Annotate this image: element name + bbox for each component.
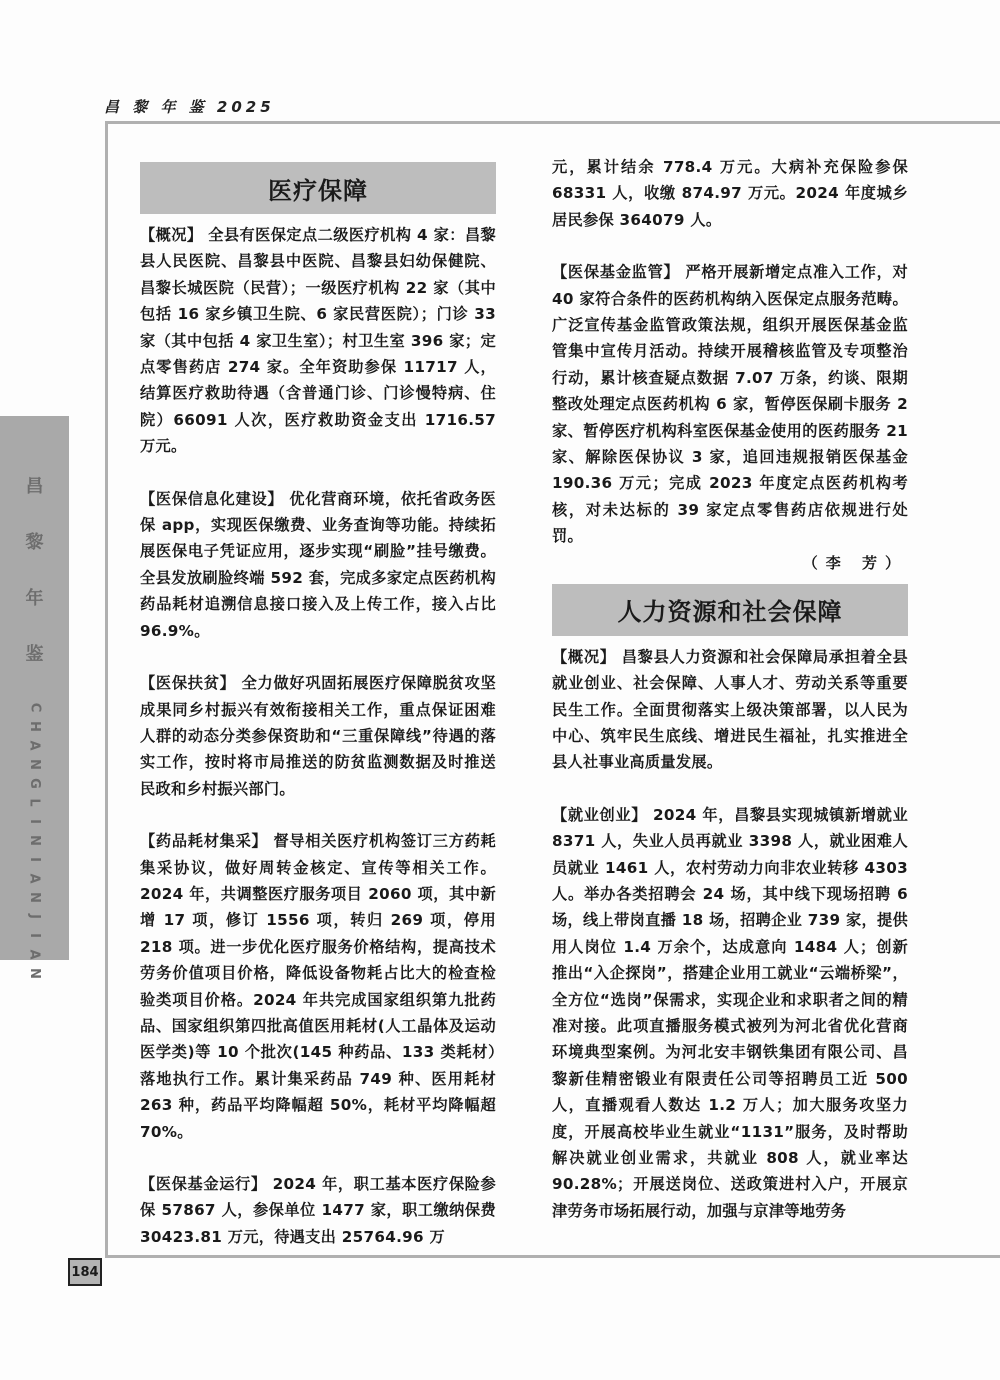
paragraph-tag: 【医保扶贫】 bbox=[140, 674, 236, 693]
paragraph-text: 优化营商环境，依托省政务医保 app，实现医保缴费、业务查询等功能。持续拓展医保电子凭证应用，逐步实现“刷脸”挂号缴费。全县发放刷脸终端 592 套，完成多家定点医药机构药品耗材追溯信息接口接入及上传工作，接入占比 96.9%。 bbox=[140, 489, 496, 640]
section-title-hr-social-security: 人力资源和社会保障 bbox=[552, 584, 908, 636]
left-column bbox=[140, 162, 496, 1250]
paragraph-tag: 【就业创业】 bbox=[552, 805, 648, 824]
pinyin-char: N bbox=[26, 892, 42, 903]
paragraph-informatization bbox=[140, 486, 496, 644]
side-tab-char: 鉴 bbox=[25, 644, 44, 665]
pinyin-char: L bbox=[26, 798, 42, 807]
pinyin-char: I bbox=[26, 933, 42, 938]
side-tab-char: 年 bbox=[25, 588, 44, 609]
pinyin-char: A bbox=[26, 949, 42, 960]
page-number: 184 bbox=[68, 1258, 102, 1286]
pinyin-char: G bbox=[26, 778, 42, 789]
paragraph-tag: 【医保基金监管】 bbox=[552, 263, 680, 282]
side-tab-char: 黎 bbox=[25, 532, 44, 553]
paragraph-overview bbox=[140, 222, 496, 460]
frame-top-rule bbox=[105, 121, 1000, 124]
frame-bottom-rule bbox=[105, 1255, 1000, 1258]
paragraph-fund-supervision bbox=[552, 259, 908, 549]
pinyin-char: I bbox=[26, 819, 42, 824]
paragraph-text: 2024 年，职工基本医疗保险参保 57867 人，参保单位 1477 家，职工缴纳保费 30423.81 万元，待遇支出 25764.96 万 bbox=[140, 1175, 496, 1246]
side-tab-char: 昌 bbox=[25, 476, 44, 497]
paragraph-text: 全县有医保定点二级医疗机构 4 家：昌黎县人民医院、昌黎县中医院、昌黎县妇幼保健院、昌黎长城医院（民营）；一级医疗机构 22 家（其中包括 16 家乡镇卫生院、6 家民营医院）；门诊 33 家（其中包括 4 家卫生室）；村卫生室 396 家；定点零售药店 274 家。全年资助参保 11717 人，结算医疗救助待遇（含普通门诊、门诊慢特病、住院）66091 人次，医疗救助资金支出 1716.57 万元。 bbox=[140, 226, 496, 456]
paragraph-fund-operation bbox=[140, 1171, 496, 1250]
paragraph-poverty-relief bbox=[140, 670, 496, 802]
pinyin-char: A bbox=[26, 873, 42, 884]
paragraph-text: 全力做好巩固拓展医疗保障脱贫攻坚成果同乡村振兴有效衔接相关工作，重点保证困难人群的动态分类参保资助和“三重保障线”待遇的落实工作，按时将市局推送的防贫监测数据及时推送民政和乡村振兴部门。 bbox=[140, 674, 496, 798]
paragraph-tag: 【药品耗材集采】 bbox=[140, 832, 268, 851]
paragraph-text: 2024 年，昌黎县实现城镇新增就业 8371 人，失业人员再就业 3398 人，就业困难人员就业 1461 人，农村劳动力向非农业转移 4303 人。举办各类招聘会 24 场，其中线下现场招聘 6 场，线上带岗直播 18 场，招聘企业 739 家，提供用人岗位 1.4 万余个，达成意向 1484 人；创新推出“入企探岗”，搭建企业用工就业“云端桥梁”，全方位“选岗”保需求，实现企业和求职者之间的精准对接。此项直播服务模式被列为河北省优化营商环境典型案例。为河北安丰钢铁集团有限公司、昌黎新佳精密锻业有限责任公司等招聘员工近 500 人，直播观看人数达 1.2 万人；加大服务攻坚力度，开展高校毕业生就业“1131”服务，及时帮助解决就业创业需求，共就业 808 人，就业率达 90.28%；开展送岗位、送政策进村入户，开展京津劳务市场拓展行动，加强与京津等地劳务 bbox=[552, 805, 908, 1220]
side-tab bbox=[0, 416, 69, 979]
pinyin-char: A bbox=[26, 740, 42, 751]
paragraph-tag: 【概况】 bbox=[552, 647, 616, 666]
pinyin-char: N bbox=[26, 968, 42, 979]
paragraph-continuation: 元，累计结余 778.4 万元。大病补充保险参保 68331 人，收缴 874.97 万元。2024 年度城乡居民参保 364079 人。 bbox=[552, 158, 908, 229]
side-tab-pinyin bbox=[26, 698, 42, 983]
section-title-medical-security: 医疗保障 bbox=[140, 162, 496, 214]
paragraph-tag: 【医保基金运行】 bbox=[140, 1175, 267, 1193]
pinyin-char: N bbox=[26, 759, 42, 770]
pinyin-char: H bbox=[26, 721, 42, 732]
pinyin-char: N bbox=[26, 835, 42, 846]
paragraph-tag: 【概况】 bbox=[140, 226, 203, 244]
author-credit: （李 芳） bbox=[802, 553, 908, 572]
paragraph-text: 严格开展新增定点准入工作，对 40 家符合条件的医药机构纳入医保定点服务范畴。广泛宣传基金监管政策法规，组织开展医保基金监管集中宣传月活动。持续开展稽核监管及专项整治行动，累计核查疑点数据 7.07 万条，约谈、限期整改处理定点医药机构 6 家，暂停医保刷卡服务 2 家、暂停医疗机构科室医保基金使用的医药服务 21 家、解除医保协议 3 家，追回违规报销医保基金 190.36 万元；完成 2023 年度定点医药机构考核，对未达标的 39 家定点零售药店依规进行处罚。 bbox=[552, 263, 908, 546]
pinyin-char: C bbox=[26, 702, 42, 713]
paragraph-hr-overview bbox=[552, 644, 908, 776]
paragraph-procurement bbox=[140, 828, 496, 1145]
paragraph-text: 昌黎县人力资源和社会保障局承担着全县就业创业、社会保障、人事人才、劳动关系等重要民生工作。全面贯彻落实上级决策部署，以人民为中心、筑牢民生底线、增进民生福祉，扎实推进全县人社事业高质量发展。 bbox=[552, 647, 908, 772]
paragraph-text: 督导相关医疗机构签订三方药耗集采协议，做好周转金核定、宣传等相关工作。2024 年，共调整医疗服务项目 2060 项，其中新增 17 项，修订 1556 项，转归 269 项，停用 218 项。进一步优化医疗服务价格结构，提高技术劳务价值项目价格，降低设备物耗占比大的检查检验类项目价格。2024 年共完成国家组织第九批药品、国家组织第四批高值医用耗材(人工晶体及运动医学类)等 10 个批次(145 种药品、133 类耗材）落地执行工作。累计集采药品 749 种、医用耗材 263 种，药品平均降幅超 50%，耗材平均降幅超 70%。 bbox=[140, 832, 496, 1141]
paragraph-tag: 【医保信息化建设】 bbox=[140, 489, 284, 508]
running-head: 昌 黎 年 鉴 2025 bbox=[104, 98, 275, 116]
paragraph-employment bbox=[552, 802, 908, 1225]
right-column bbox=[552, 154, 908, 1224]
frame-left-rule bbox=[105, 121, 108, 1257]
pinyin-char: J bbox=[26, 914, 42, 919]
pinyin-char: I bbox=[26, 857, 42, 862]
